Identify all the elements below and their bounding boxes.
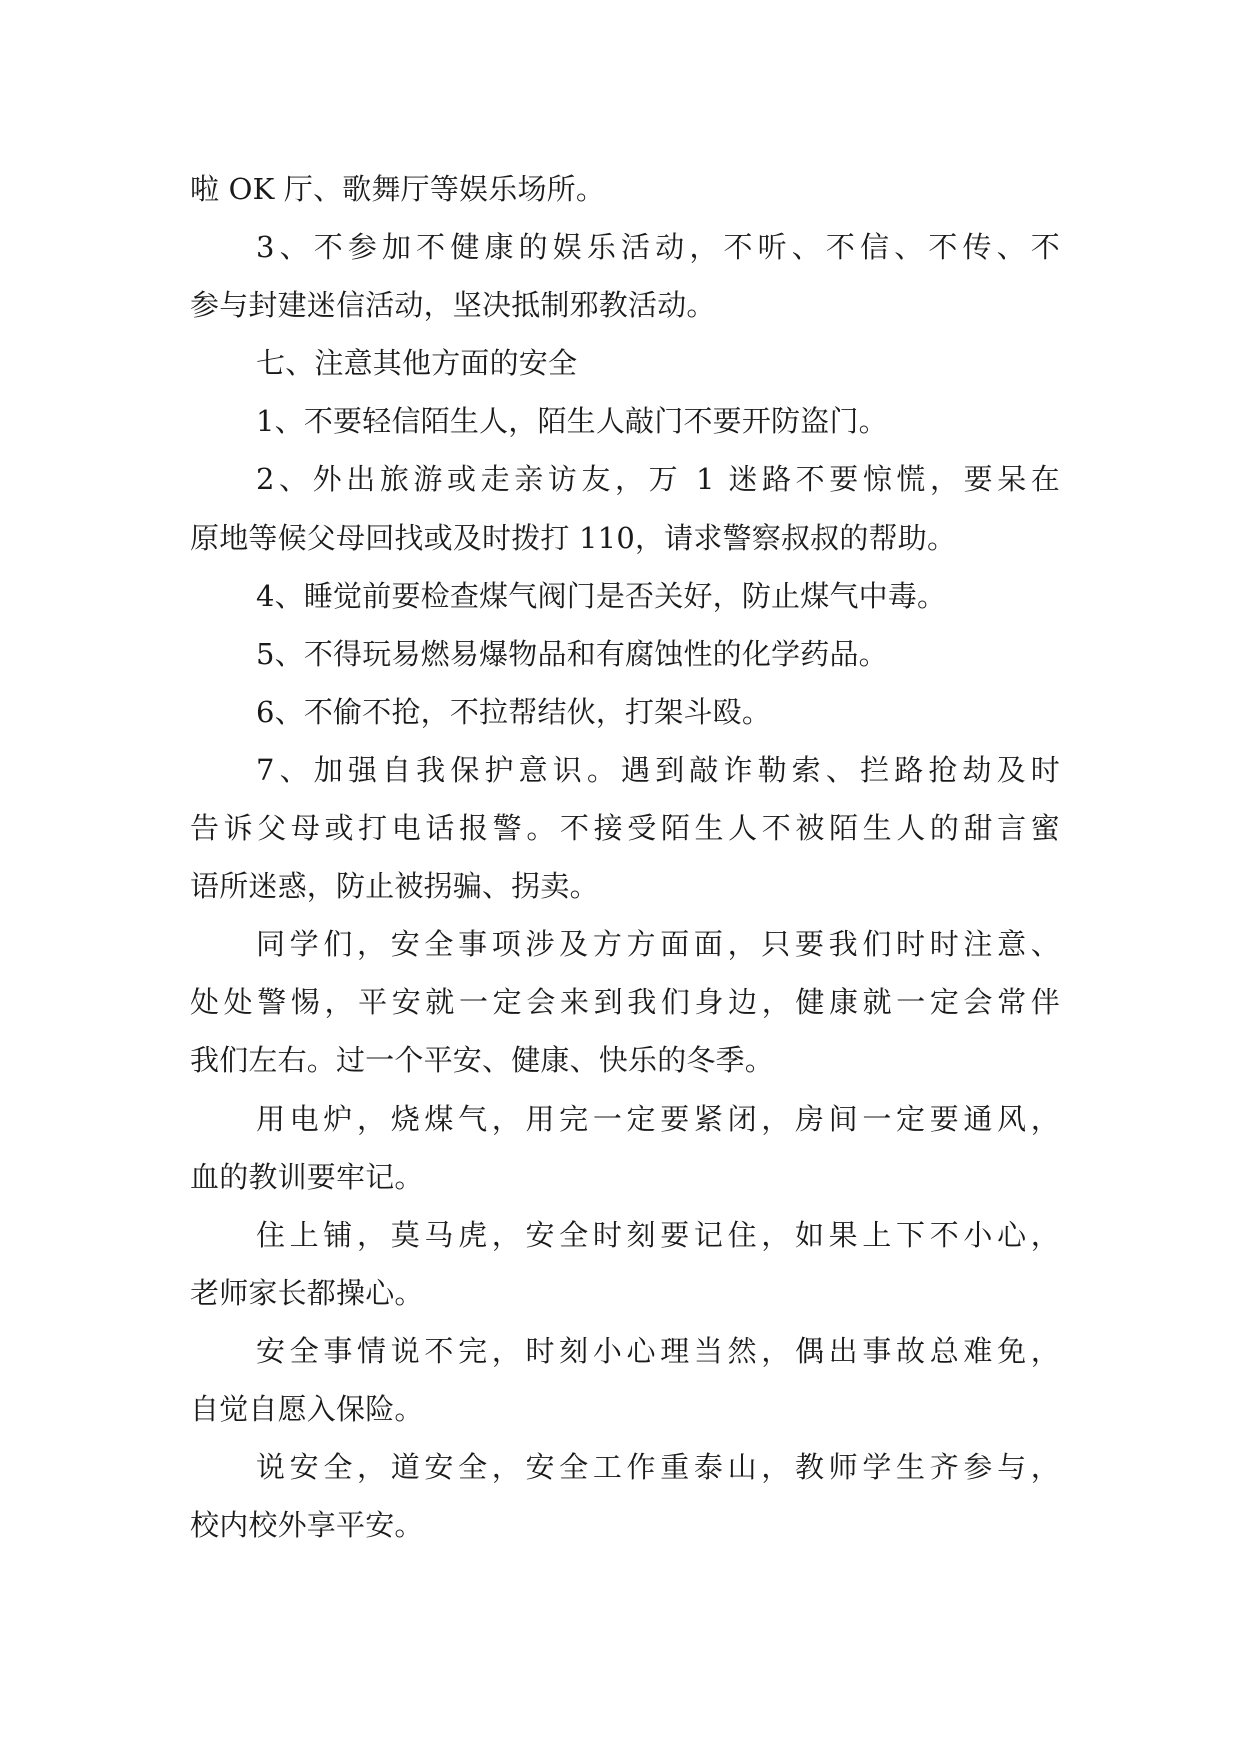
text-line: 7、加强自我保护意识。遇到敲诈勒索、拦路抢劫及时 (256, 752, 1060, 787)
text-line: 告诉父母或打电话报警。不接受陌生人不被陌生人的甜言蜜 (190, 811, 1060, 846)
text-line: 6、不偷不抢，不拉帮结伙，打架斗殴。 (256, 694, 772, 729)
document-body (190, 160, 1060, 1554)
text-line: 自觉自愿入保险。 (190, 1391, 424, 1426)
text-line: 安全事情说不完，时刻小心理当然，偶出事故总难免， (256, 1333, 1060, 1368)
text-line: 校内校外享平安。 (190, 1508, 424, 1543)
text-line: 3、不参加不健康的娱乐活动，不听、不信、不传、不 (256, 230, 1060, 265)
section-heading: 七、注意其他方面的安全 (256, 346, 578, 381)
text-line: 语所迷惑，防止被拐骗、拐卖。 (190, 869, 599, 904)
text-line: 参与封建迷信活动，坚决抵制邪教活动。 (190, 288, 716, 323)
text-line: 4、睡觉前要检查煤气阀门是否关好，防止煤气中毒。 (256, 578, 947, 613)
text-line: 用电炉，烧煤气，用完一定要紧闭，房间一定要通风， (256, 1101, 1060, 1136)
text-line: 1、不要轻信陌生人，陌生人敲门不要开防盗门。 (256, 404, 888, 439)
text-line: 说安全，道安全，安全工作重泰山，教师学生齐参与， (256, 1450, 1060, 1485)
text-line: 老师家长都操心。 (190, 1275, 424, 1310)
text-line: 原地等候父母回找或及时拨打 110，请求警察叔叔的帮助。 (190, 520, 957, 555)
text-line: 我们左右。过一个平安、健康、快乐的冬季。 (190, 1043, 775, 1078)
text-line: 2、外出旅游或走亲访友，万 1 迷路不要惊慌，要呆在 (256, 462, 1060, 497)
text-line: 处处警惕，平安就一定会来到我们身边，健康就一定会常伴 (190, 985, 1060, 1020)
text-line: 同学们，安全事项涉及方方面面，只要我们时时注意、 (256, 927, 1060, 962)
text-line: 5、不得玩易燃易爆物品和有腐蚀性的化学药品。 (256, 636, 888, 671)
text-line: 住上铺，莫马虎，安全时刻要记住，如果上下不小心， (256, 1217, 1060, 1252)
text-line: 血的教训要牢记。 (190, 1159, 424, 1194)
text-line: 啦 OK 厅、歌舞厅等娱乐场所。 (190, 172, 606, 206)
